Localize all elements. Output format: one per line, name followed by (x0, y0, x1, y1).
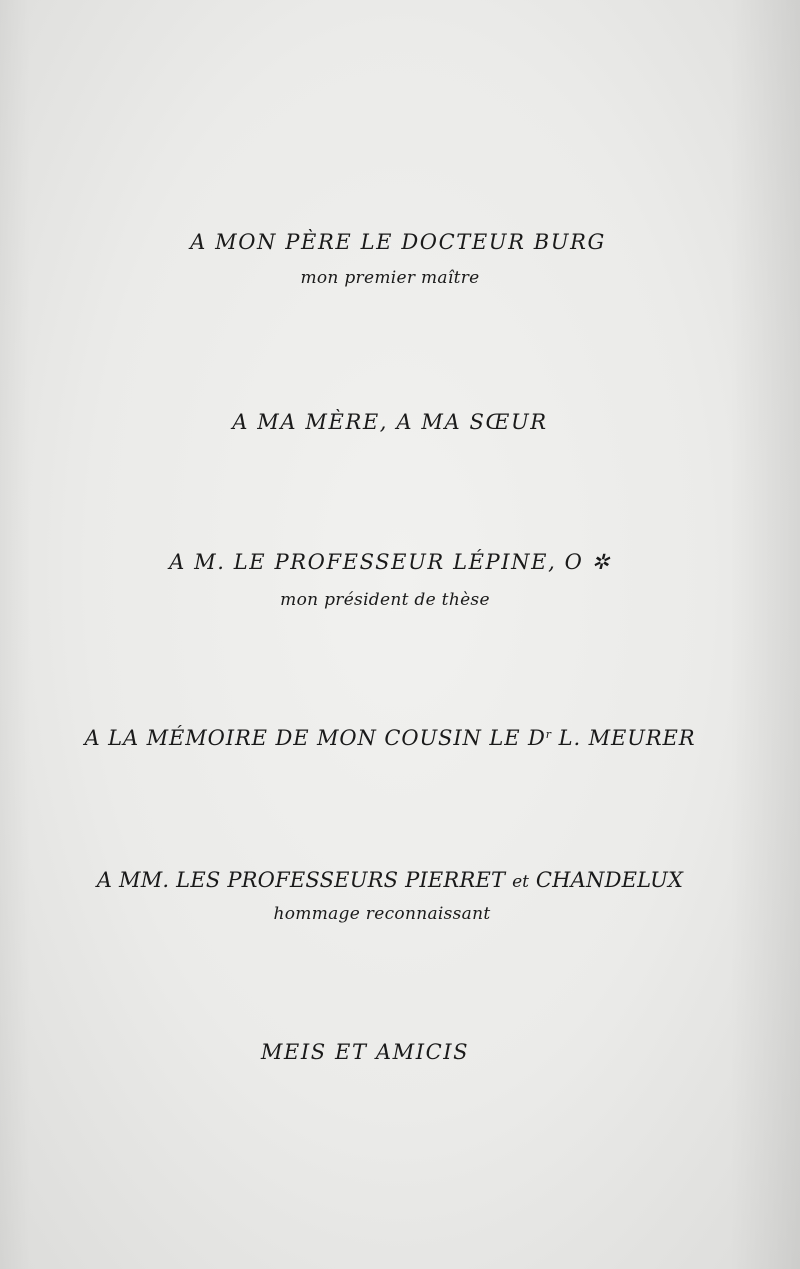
doctor-abbreviation-superscript: r (545, 728, 552, 741)
dedication-professors-text-end: CHANDELUX (528, 868, 684, 892)
dedication-professor-lepine: A M. LE PROFESSEUR LÉPINE, O ✲ (169, 550, 611, 574)
dedication-mother-sister: A MA MÈRE, A MA SŒUR (232, 410, 548, 434)
dedication-father-subtitle: mon premier maître (300, 268, 480, 288)
dedication-professors-subtitle: hommage reconnaissant (273, 904, 491, 924)
dedication-lepine-subtitle: mon président de thèse (280, 590, 490, 610)
page-shadow-right (730, 0, 800, 1269)
dedication-meis-et-amicis: MEIS ET AMICIS (260, 1040, 470, 1064)
dedication-father: A MON PÈRE LE DOCTEUR BURG (190, 230, 606, 254)
dedication-cousin-text-start: A LA MÉMOIRE DE MON COUSIN LE D (84, 726, 546, 750)
dedication-cousin-meurer (0, 726, 790, 750)
conjunction-et: et (512, 872, 529, 892)
dedication-cousin-text-end: L. MEURER (551, 726, 696, 750)
dedication-professors-pierret-chandelux (0, 868, 790, 892)
dedication-professors-text-start: A MM. LES PROFESSEURS PIERRET (96, 868, 513, 892)
page-shadow-left (0, 0, 30, 1269)
